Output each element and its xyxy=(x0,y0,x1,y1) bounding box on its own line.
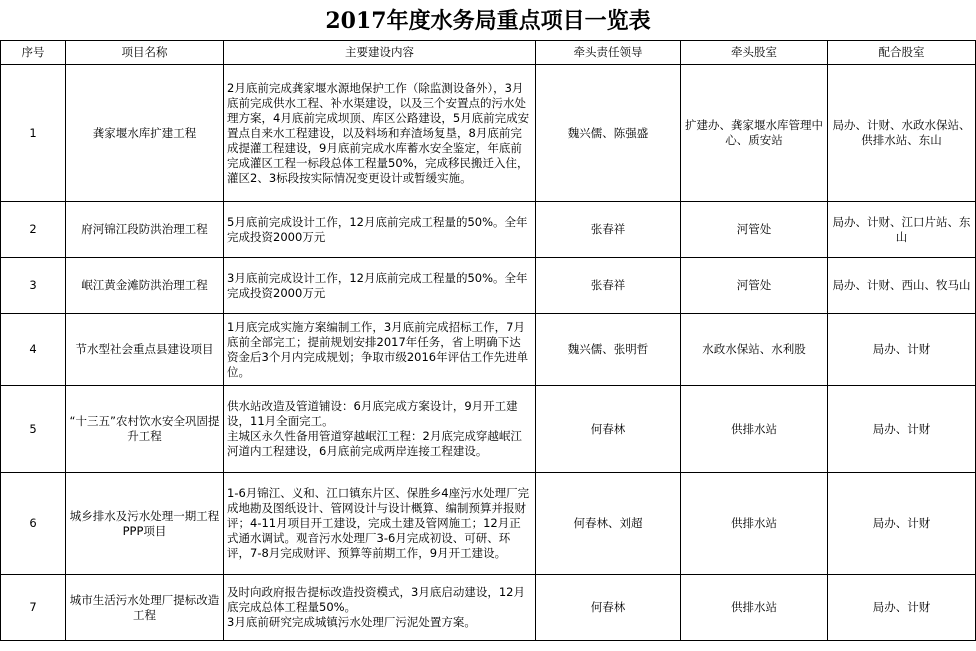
row-coop-dept: 局办、计财 xyxy=(828,473,976,575)
row-lead-dept: 河管处 xyxy=(681,202,828,258)
table-row xyxy=(1,258,976,314)
row-content xyxy=(224,202,536,258)
row-leader: 魏兴儒、张明哲 xyxy=(536,314,681,386)
row-content xyxy=(224,386,536,473)
row-coop-dept: 局办、计财、水政水保站、供排水站、东山 xyxy=(828,65,976,202)
row-lead-dept: 供排水站 xyxy=(681,575,828,641)
row-leader: 魏兴儒、陈强盛 xyxy=(536,65,681,202)
header-lead-dept: 牵头股室 xyxy=(681,41,828,65)
content-line: 5月底前完成设计工作，12月底前完成工程量的50%。全年完成投资2000万元 xyxy=(227,214,528,244)
row-lead-dept: 水政水保站、水利股 xyxy=(681,314,828,386)
row-name: 岷江黄金滩防洪治理工程 xyxy=(66,258,224,314)
header-no: 序号 xyxy=(1,41,66,65)
row-name: 府河锦江段防洪治理工程 xyxy=(66,202,224,258)
row-coop-dept: 局办、计财、西山、牧马山 xyxy=(828,258,976,314)
row-content xyxy=(224,314,536,386)
row-no: 4 xyxy=(1,314,66,386)
header-name: 项目名称 xyxy=(66,41,224,65)
row-leader: 张春祥 xyxy=(536,202,681,258)
content-line: 2月底前完成龚家堰水源地保护工作（除监测设备外），3月底前完成供水工程、补水渠建设，以及三个安置点的污水处理方案，4月底前完成坝顶、库区公路建设，5月底前完成安置点自来水工程建设，以及料场和弃渣场复垦，8月底前完成提灌工程建设，9月底前完成水库蓄水安全鉴定，年底前完成灌区工程一标段总体工程量50%，完成移民搬迁入住，灌区2、3标段按实际情况变更设计或暂缓实施。 xyxy=(227,80,530,185)
row-content xyxy=(224,65,536,202)
row-no: 5 xyxy=(1,386,66,473)
header-leader: 牵头责任领导 xyxy=(536,41,681,65)
table-row xyxy=(1,575,976,641)
row-coop-dept: 局办、计财 xyxy=(828,575,976,641)
content-line: 3月底前研究完成城镇污水处理厂污泥处置方案。 xyxy=(227,615,476,629)
row-content xyxy=(224,473,536,575)
content-line: 及时向政府报告提标改造投资模式，3月底启动建设，12月底完成总体工程量50%。 xyxy=(227,585,525,614)
content-line: 主城区永久性备用管道穿越岷江工程：2月底完成穿越岷江河道内工程建设，6月底前完成两岸连接工程建设。 xyxy=(227,429,522,458)
content-line: 供水站改造及管道铺设：6月底完成方案设计，9月开工建设，11月全面完工。 xyxy=(227,399,518,428)
row-coop-dept: 局办、计财 xyxy=(828,386,976,473)
row-lead-dept: 扩建办、龚家堰水库管理中心、质安站 xyxy=(681,65,828,202)
header-coop-dept: 配合股室 xyxy=(828,41,976,65)
row-lead-dept: 河管处 xyxy=(681,258,828,314)
row-leader: 张春祥 xyxy=(536,258,681,314)
table-row xyxy=(1,314,976,386)
table-row xyxy=(1,65,976,202)
row-lead-dept: 供排水站 xyxy=(681,386,828,473)
row-no: 2 xyxy=(1,202,66,258)
table-row xyxy=(1,473,976,575)
row-content xyxy=(224,575,536,641)
row-leader: 何春林、刘超 xyxy=(536,473,681,575)
table-row xyxy=(1,202,976,258)
row-leader: 何春林 xyxy=(536,386,681,473)
row-name: “十三五”农村饮水安全巩固提升工程 xyxy=(66,386,224,473)
table-row xyxy=(1,386,976,473)
content-line: 1-6月锦江、义和、江口镇东片区、保胜乡4座污水处理厂完成地勘及图纸设计、管网设计与设计概算、编制预算并报财评；4-11月项目开工建设，完成土建及管网施工；12月正式通水调试。观音污水处理厂3-6月完成初设、可研、环评，7-8月完成财评、预算等前期工作，9月开工建设。 xyxy=(227,486,530,560)
project-table xyxy=(0,40,976,641)
row-content xyxy=(224,258,536,314)
row-lead-dept: 供排水站 xyxy=(681,473,828,575)
page-title: 2017年度水务局重点项目一览表 xyxy=(325,8,651,34)
content-line: 3月底前完成设计工作，12月底前完成工程量的50%。全年完成投资2000万元 xyxy=(227,270,528,300)
row-coop-dept: 局办、计财、江口片站、东山 xyxy=(828,202,976,258)
row-coop-dept: 局办、计财 xyxy=(828,314,976,386)
row-no: 3 xyxy=(1,258,66,314)
row-name: 龚家堰水库扩建工程 xyxy=(66,65,224,202)
row-name: 节水型社会重点县建设项目 xyxy=(66,314,224,386)
row-name: 城市生活污水处理厂提标改造工程 xyxy=(66,575,224,641)
row-leader: 何春林 xyxy=(536,575,681,641)
content-line: 1月底完成实施方案编制工作，3月底前完成招标工作，7月底前全部完工；提前规划安排2017年任务，省上明确下达资金后3个月内完成规划；争取市级2016年评估工作先进单位。 xyxy=(227,319,529,379)
row-name: 城乡排水及污水处理一期工程PPP项目 xyxy=(66,473,224,575)
header-row xyxy=(1,41,976,65)
row-no: 6 xyxy=(1,473,66,575)
header-content: 主要建设内容 xyxy=(224,41,536,65)
row-no: 1 xyxy=(1,65,66,202)
row-no: 7 xyxy=(1,575,66,641)
